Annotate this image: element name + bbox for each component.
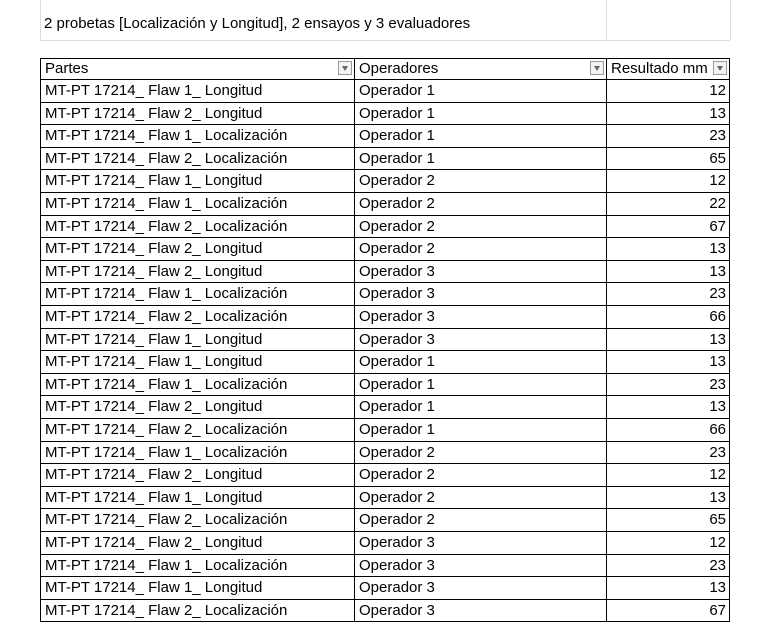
header-cell-resultado[interactable]: [606, 58, 730, 80]
cell-partes[interactable]: MT-PT 17214_ Flaw 1_ Localización: [40, 193, 354, 216]
cell-partes[interactable]: MT-PT 17214_ Flaw 2_ Localización: [40, 216, 354, 239]
cell-operador[interactable]: Operador 1: [354, 148, 606, 171]
grid-line: [40, 40, 730, 41]
cell-operador[interactable]: Operador 3: [354, 577, 606, 600]
cell-operador[interactable]: Operador 1: [354, 396, 606, 419]
table-row: [40, 600, 730, 623]
table-row: [40, 329, 730, 352]
cell-resultado[interactable]: 67: [606, 600, 730, 623]
cell-partes[interactable]: MT-PT 17214_ Flaw 2_ Localización: [40, 306, 354, 329]
chevron-down-icon[interactable]: [590, 61, 604, 75]
header-label: Resultado mm: [611, 60, 708, 77]
cell-partes[interactable]: MT-PT 17214_ Flaw 2_ Localización: [40, 600, 354, 623]
table-row: [40, 487, 730, 510]
table-row: [40, 396, 730, 419]
cell-partes[interactable]: MT-PT 17214_ Flaw 1_ Longitud: [40, 487, 354, 510]
cell-resultado[interactable]: 13: [606, 329, 730, 352]
cell-partes[interactable]: MT-PT 17214_ Flaw 2_ Localización: [40, 509, 354, 532]
cell-resultado[interactable]: 12: [606, 80, 730, 103]
cell-resultado[interactable]: 13: [606, 396, 730, 419]
cell-operador[interactable]: Operador 2: [354, 509, 606, 532]
cell-resultado[interactable]: 23: [606, 555, 730, 578]
cell-resultado[interactable]: 12: [606, 170, 730, 193]
table-row: [40, 238, 730, 261]
cell-operador[interactable]: Operador 3: [354, 306, 606, 329]
cell-operador[interactable]: Operador 2: [354, 487, 606, 510]
table-row: [40, 170, 730, 193]
cell-partes[interactable]: MT-PT 17214_ Flaw 2_ Longitud: [40, 396, 354, 419]
cell-operador[interactable]: Operador 1: [354, 80, 606, 103]
cell-resultado[interactable]: 13: [606, 351, 730, 374]
cell-operador[interactable]: Operador 3: [354, 532, 606, 555]
cell-resultado[interactable]: 66: [606, 306, 730, 329]
table-row: [40, 374, 730, 397]
cell-partes[interactable]: MT-PT 17214_ Flaw 2_ Longitud: [40, 238, 354, 261]
table-row: [40, 80, 730, 103]
cell-partes[interactable]: MT-PT 17214_ Flaw 1_ Localización: [40, 283, 354, 306]
cell-operador[interactable]: Operador 3: [354, 600, 606, 623]
cell-partes[interactable]: MT-PT 17214_ Flaw 2_ Localización: [40, 419, 354, 442]
cell-partes[interactable]: MT-PT 17214_ Flaw 1_ Longitud: [40, 329, 354, 352]
chevron-down-icon[interactable]: [338, 61, 352, 75]
cell-operador[interactable]: Operador 3: [354, 261, 606, 284]
cell-resultado[interactable]: 23: [606, 442, 730, 465]
cell-partes[interactable]: MT-PT 17214_ Flaw 1_ Longitud: [40, 170, 354, 193]
header-cell-partes[interactable]: [40, 58, 354, 80]
cell-partes[interactable]: MT-PT 17214_ Flaw 1_ Longitud: [40, 80, 354, 103]
table-row: [40, 125, 730, 148]
cell-operador[interactable]: Operador 2: [354, 170, 606, 193]
cell-partes[interactable]: MT-PT 17214_ Flaw 2_ Longitud: [40, 261, 354, 284]
header-label: Partes: [45, 60, 89, 77]
cell-resultado[interactable]: 12: [606, 532, 730, 555]
cell-partes[interactable]: MT-PT 17214_ Flaw 2_ Localización: [40, 148, 354, 171]
table-row: [40, 193, 730, 216]
sheet-title[interactable]: 2 probetas [Localización y Longitud], 2 ensayos y 3 evaluadores: [44, 15, 471, 32]
cell-resultado[interactable]: 13: [606, 238, 730, 261]
cell-operador[interactable]: Operador 3: [354, 283, 606, 306]
cell-operador[interactable]: Operador 2: [354, 442, 606, 465]
table-row: [40, 103, 730, 126]
cell-partes[interactable]: MT-PT 17214_ Flaw 2_ Longitud: [40, 103, 354, 126]
cell-resultado[interactable]: 12: [606, 464, 730, 487]
cell-resultado[interactable]: 66: [606, 419, 730, 442]
table-row: [40, 306, 730, 329]
cell-partes[interactable]: MT-PT 17214_ Flaw 1_ Localización: [40, 442, 354, 465]
cell-partes[interactable]: MT-PT 17214_ Flaw 1_ Localización: [40, 374, 354, 397]
cell-resultado[interactable]: 13: [606, 577, 730, 600]
cell-partes[interactable]: MT-PT 17214_ Flaw 1_ Longitud: [40, 577, 354, 600]
cell-resultado[interactable]: 23: [606, 125, 730, 148]
cell-resultado[interactable]: 65: [606, 148, 730, 171]
cell-resultado[interactable]: 65: [606, 509, 730, 532]
cell-operador[interactable]: Operador 1: [354, 125, 606, 148]
cell-resultado[interactable]: 22: [606, 193, 730, 216]
table-row: [40, 261, 730, 284]
cell-operador[interactable]: Operador 1: [354, 419, 606, 442]
cell-operador[interactable]: Operador 2: [354, 193, 606, 216]
header-cell-operadores[interactable]: [354, 58, 606, 80]
cell-resultado[interactable]: 13: [606, 103, 730, 126]
cell-operador[interactable]: Operador 3: [354, 555, 606, 578]
cell-operador[interactable]: Operador 2: [354, 216, 606, 239]
cell-partes[interactable]: MT-PT 17214_ Flaw 2_ Longitud: [40, 464, 354, 487]
cell-operador[interactable]: Operador 2: [354, 238, 606, 261]
grid-line: [40, 0, 41, 40]
cell-resultado[interactable]: 13: [606, 487, 730, 510]
table-row: [40, 216, 730, 239]
cell-operador[interactable]: Operador 2: [354, 464, 606, 487]
cell-operador[interactable]: Operador 3: [354, 329, 606, 352]
chevron-down-icon[interactable]: [713, 61, 727, 75]
table-row: [40, 442, 730, 465]
table-row: [40, 577, 730, 600]
grid-line: [606, 0, 607, 40]
cell-operador[interactable]: Operador 1: [354, 374, 606, 397]
table-row: [40, 464, 730, 487]
table-row: [40, 532, 730, 555]
cell-operador[interactable]: Operador 1: [354, 103, 606, 126]
table-row: [40, 419, 730, 442]
cell-resultado[interactable]: 13: [606, 261, 730, 284]
cell-resultado[interactable]: 67: [606, 216, 730, 239]
cell-resultado[interactable]: 23: [606, 374, 730, 397]
cell-operador[interactable]: Operador 1: [354, 351, 606, 374]
cell-resultado[interactable]: 23: [606, 283, 730, 306]
table-row: [40, 555, 730, 578]
cell-partes[interactable]: MT-PT 17214_ Flaw 2_ Longitud: [40, 532, 354, 555]
table-row: [40, 148, 730, 171]
table-row: [40, 283, 730, 306]
table-row: [40, 509, 730, 532]
cell-partes[interactable]: MT-PT 17214_ Flaw 1_ Localización: [40, 555, 354, 578]
cell-partes[interactable]: MT-PT 17214_ Flaw 1_ Localización: [40, 125, 354, 148]
cell-partes[interactable]: MT-PT 17214_ Flaw 1_ Longitud: [40, 351, 354, 374]
header-label: Operadores: [359, 60, 439, 77]
grid-line: [730, 0, 731, 40]
table-row: [40, 351, 730, 374]
